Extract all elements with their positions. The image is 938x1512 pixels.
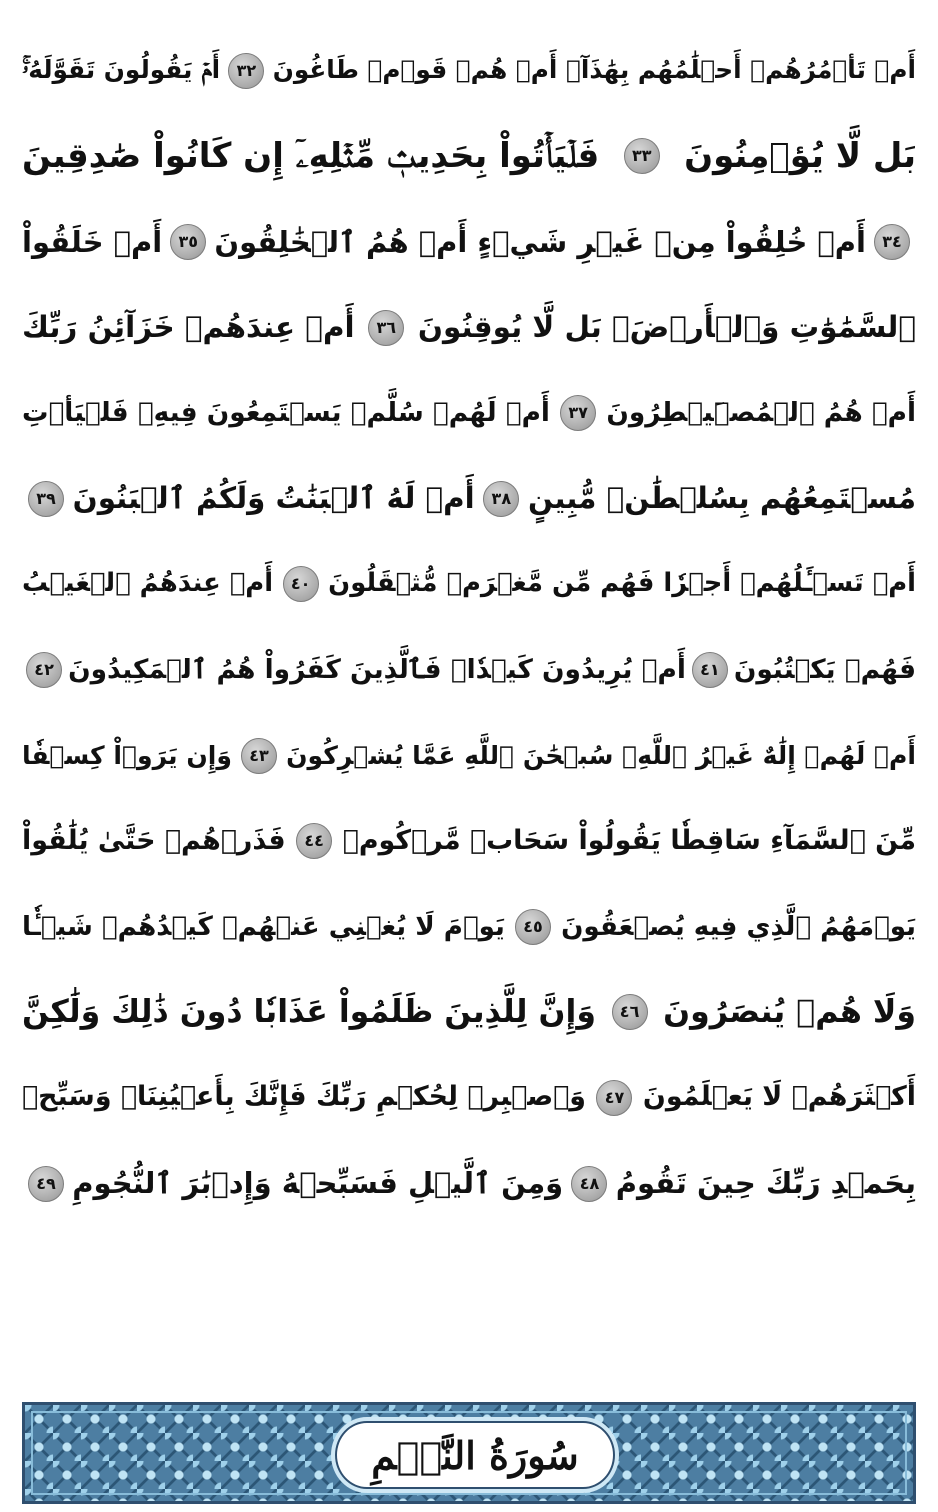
verse-text: وَلَا هُمۡ يُنصَرُونَ — [663, 993, 916, 1030]
surah-title: سُورَةُ النَّجۡمِ — [371, 1432, 579, 1478]
verse-text: مِّنَ ٱلسَّمَآءِ سَاقِطٗا يَقُولُواْ سَحَابٞ مَّرۡكُومٞ — [342, 824, 916, 856]
ayah-number-marker: ٤٩ — [28, 1166, 64, 1202]
verse-text: أَمۡ عِندَهُمُ ٱلۡغَيۡبُ — [22, 568, 274, 599]
surah-title-cartouche — [335, 1421, 615, 1489]
verse-text: وَإِن يَرَوۡاْ كِسۡفٗا — [22, 741, 232, 770]
verse-line — [22, 199, 916, 285]
verse-text: فَلۡيَأۡتُواْ بِحَدِيثٖ مِّثۡلِهِۦٓ إِن كَانُواْ صَٰدِقِينَ — [22, 136, 600, 177]
verse-line — [22, 370, 916, 456]
verse-text: أَمۡ خَلَقُواْ — [22, 224, 163, 259]
verse-line — [22, 798, 916, 884]
verse-text: ٱلسَّمَٰوَٰتِ وَٱلۡأَرۡضَۚ بَل لَّا يُوقِنُونَ — [417, 309, 916, 344]
verse-line — [22, 28, 916, 114]
ayah-number-marker: ٤٤ — [296, 823, 332, 859]
verse-text: مُسۡتَمِعُهُم بِسُلۡطَٰنٖ مُّبِينٍ — [527, 481, 916, 516]
verse-text: يَوۡمَ لَا يُغۡنِي عَنۡهُمۡ كَيۡدُهُمۡ شَيۡـٔٗا — [22, 911, 505, 942]
verse-line — [22, 1055, 916, 1141]
ayah-number-marker: ٣٦ — [368, 310, 404, 346]
verse-text: أَمۡ يُرِيدُونَ كَيۡدٗاۖ فَٱلَّذِينَ كَفَرُواْ هُمُ ٱلۡمَكِيدُونَ — [68, 653, 686, 685]
verse-text: بَل لَّا يُؤۡمِنُونَ — [684, 136, 916, 177]
ayah-number-marker: ٣٨ — [483, 481, 519, 517]
verse-text: وَٱصۡبِرۡ لِحُكۡمِ رَبِّكَ فَإِنَّكَ بِأَعۡيُنِنَاۖ وَسَبِّحۡ — [22, 1081, 586, 1113]
verse-line — [22, 884, 916, 970]
verse-text: أَمۡ لَهُ ٱلۡبَنَٰتُ وَلَكُمُ ٱلۡبَنُونَ — [72, 481, 475, 516]
ayah-number-marker: ٣٩ — [28, 481, 64, 517]
verse-line — [22, 542, 916, 628]
verse-line — [22, 1141, 916, 1227]
surah-header-banner — [22, 1402, 916, 1504]
verse-text: فَهُمۡ يَكۡتُبُونَ — [733, 653, 916, 685]
verse-line — [22, 114, 916, 200]
verse-line — [22, 285, 916, 371]
verse-text: فَذَرۡهُمۡ حَتَّىٰ يُلَٰقُواْ — [22, 824, 286, 856]
verse-text: أَمۡ تَسۡـَٔلُهُمۡ أَجۡرٗا فَهُم مِّن مَّغۡرَمٖ مُّثۡقَلُونَ — [328, 568, 916, 599]
ayah-number-marker: ٣٧ — [560, 395, 596, 431]
ayah-number-marker: ٣٢ — [228, 53, 264, 89]
ayah-number-marker: ٣٥ — [170, 224, 206, 260]
verse-text: أَمۡ هُمُ ٱلۡمُصَۜيۡطِرُونَ — [606, 398, 916, 428]
verse-text: أَمۡ عِندَهُمۡ خَزَآئِنُ رَبِّكَ — [22, 309, 355, 344]
verse-text: أَمۡ يَقُولُونَ تَقَوَّلَهُۥۚ — [22, 55, 221, 85]
verse-line — [22, 456, 916, 542]
verse-lines — [22, 28, 916, 1398]
ayah-number-marker: ٣٣ — [624, 138, 660, 174]
verse-text: يَوۡمَهُمُ ٱلَّذِي فِيهِ يُصۡعَقُونَ — [561, 911, 916, 942]
ayah-number-marker: ٤٥ — [515, 909, 551, 945]
verse-line — [22, 970, 916, 1056]
verse-line — [22, 627, 916, 713]
ayah-number-marker: ٤٣ — [241, 738, 277, 774]
verse-line — [22, 713, 916, 799]
verse-text: أَمۡ خُلِقُواْ مِنۡ غَيۡرِ شَيۡءٍ أَمۡ هُمُ ٱلۡخَٰلِقُونَ — [214, 224, 866, 259]
verse-text: بِحَمۡدِ رَبِّكَ حِينَ تَقُومُ — [615, 1166, 916, 1201]
ayah-number-marker: ٣٤ — [874, 224, 910, 260]
verse-text: وَإِنَّ لِلَّذِينَ ظَلَمُواْ عَذَابٗا دُونَ ذَٰلِكَ وَلَٰكِنَّ — [22, 993, 596, 1030]
verse-text: أَمۡ تَأۡمُرُهُمۡ أَحۡلَٰمُهُم بِهَٰذَآۚ أَمۡ هُمۡ قَوۡمٞ طَاغُونَ — [272, 55, 916, 85]
ayah-number-marker: ٤٨ — [571, 1166, 607, 1202]
verse-text: وَمِنَ ٱلَّيۡلِ فَسَبِّحۡهُ وَإِدۡبَٰرَ ٱلنُّجُومِ — [72, 1166, 564, 1201]
verse-text: أَمۡ لَهُمۡ إِلَٰهٌ غَيۡرُ ٱللَّهِۚ سُبۡحَٰنَ ٱللَّهِ عَمَّا يُشۡرِكُونَ — [286, 741, 916, 770]
verse-text: أَمۡ لَهُمۡ سُلَّمٞ يَسۡتَمِعُونَ فِيهِۖ فَلۡيَأۡتِ — [22, 398, 550, 428]
ayah-number-marker: ٤٧ — [596, 1080, 632, 1116]
verse-text: أَكۡثَرَهُمۡ لَا يَعۡلَمُونَ — [642, 1081, 916, 1113]
ayah-number-marker: ٤١ — [692, 652, 728, 688]
ayah-number-marker: ٤٦ — [612, 994, 648, 1030]
ayah-number-marker: ٤٠ — [283, 566, 319, 602]
ayah-number-marker: ٤٢ — [26, 652, 62, 688]
